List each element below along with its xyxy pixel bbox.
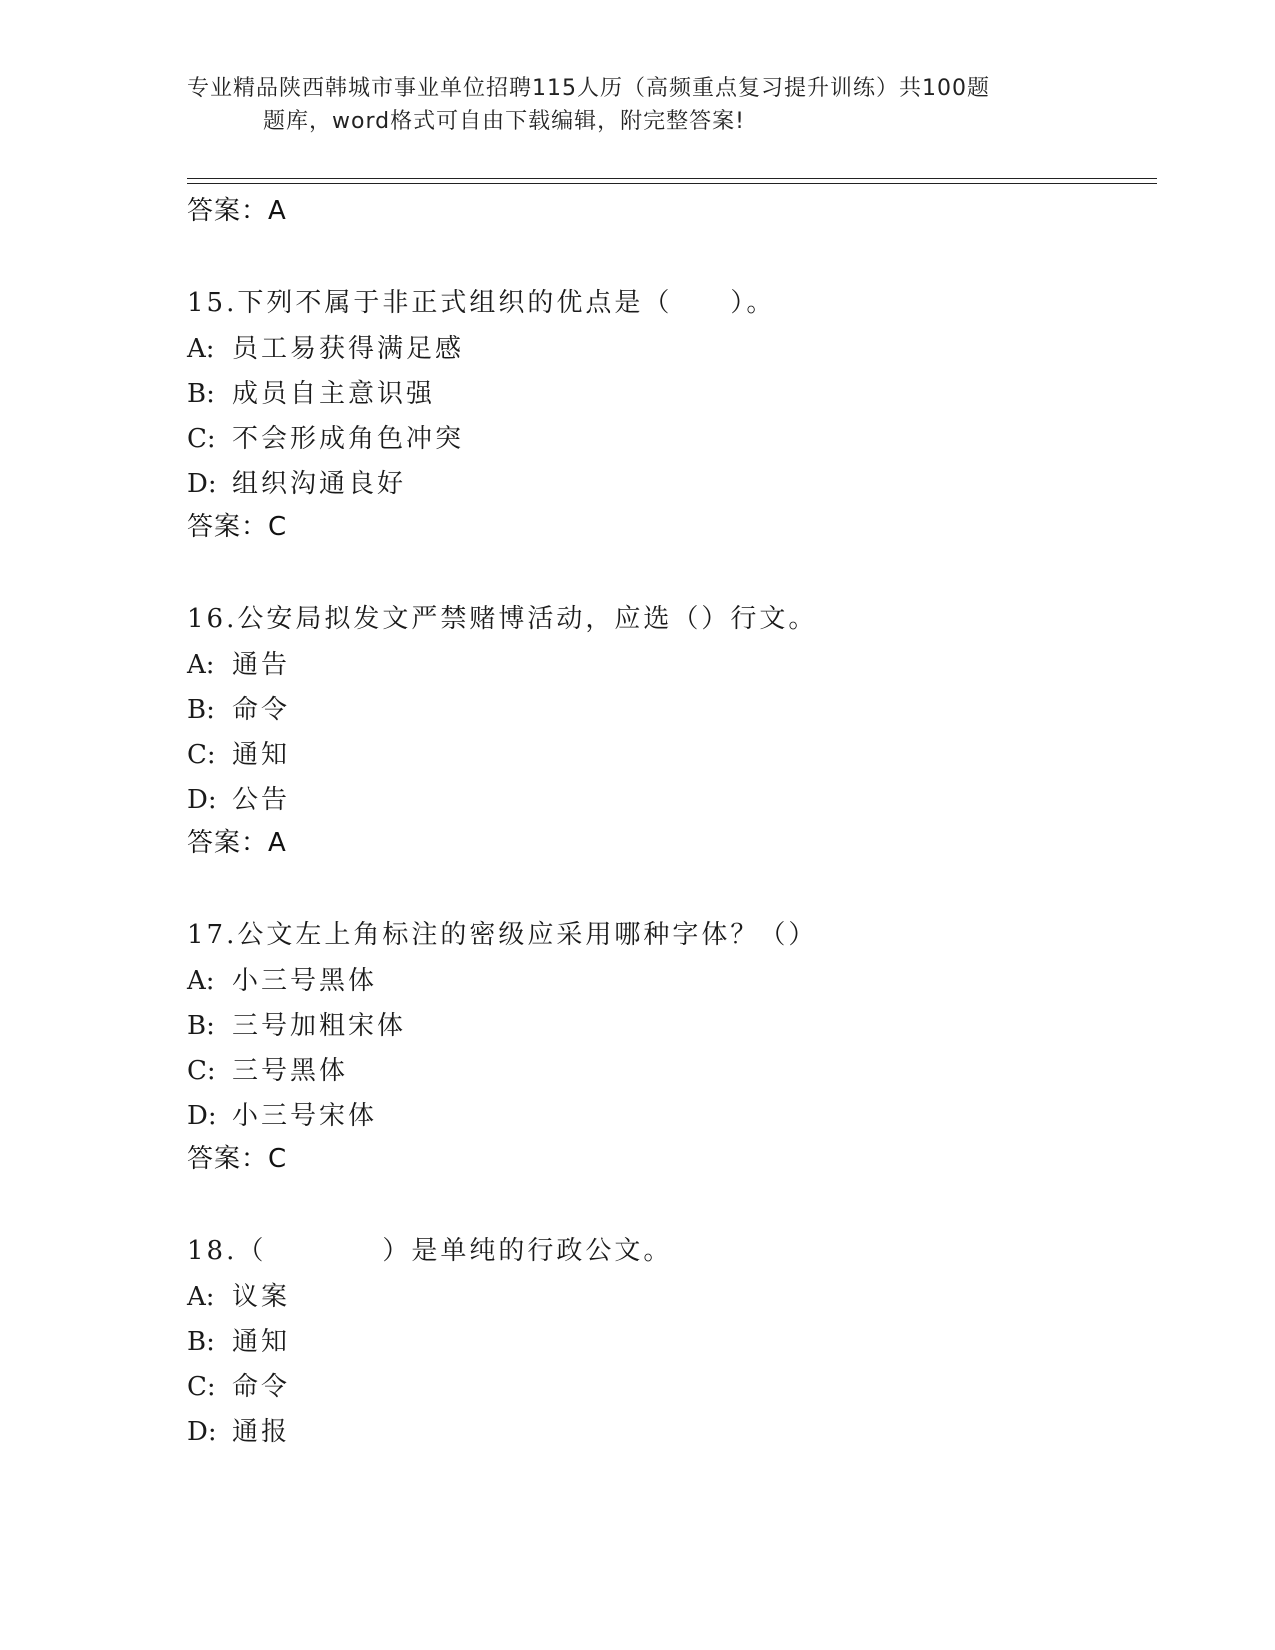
option-label: C: xyxy=(187,424,216,454)
option-label: A: xyxy=(187,334,215,364)
option-label: B: xyxy=(187,1011,215,1041)
option-label: B: xyxy=(187,695,215,725)
option-text: 议案 xyxy=(232,1282,291,1312)
option-label: A: xyxy=(187,966,215,996)
question-block xyxy=(187,281,1157,547)
option-label: A: xyxy=(187,650,215,680)
header-rule-bottom xyxy=(187,183,1157,184)
option-text: 通告 xyxy=(232,650,291,680)
option-text: 三号加粗宋体 xyxy=(232,1011,407,1041)
option-a xyxy=(187,959,1157,1004)
option-a xyxy=(187,1275,1157,1320)
option-a xyxy=(187,643,1157,688)
header-title-line2: 题库，word格式可自由下载编辑，附完整答案! xyxy=(263,109,745,134)
option-c xyxy=(187,733,1157,778)
option-label: C: xyxy=(187,1056,216,1086)
option-c xyxy=(187,417,1157,462)
answer-line: 答案：C xyxy=(187,512,288,542)
answer-line: 答案：A xyxy=(187,196,287,226)
option-text: 成员自主意识强 xyxy=(232,379,436,409)
option-c xyxy=(187,1049,1157,1094)
option-b xyxy=(187,372,1157,417)
option-label: B: xyxy=(187,379,215,409)
question-text: 15.下列不属于非正式组织的优点是（ ）。 xyxy=(187,288,776,318)
option-text: 员工易获得满足感 xyxy=(232,334,465,364)
option-text: 三号黑体 xyxy=(232,1056,349,1086)
question-list xyxy=(187,191,1157,1455)
option-label: D: xyxy=(187,785,217,815)
option-label: C: xyxy=(187,740,216,770)
option-text: 通报 xyxy=(232,1417,291,1447)
option-text: 小三号宋体 xyxy=(232,1101,378,1131)
option-text: 命令 xyxy=(232,695,291,725)
option-a xyxy=(187,327,1157,372)
option-label: B: xyxy=(187,1327,215,1357)
question-text: 17.公文左上角标注的密级应采用哪种字体？（） xyxy=(187,920,818,950)
option-text: 小三号黑体 xyxy=(232,966,378,996)
option-text: 不会形成角色冲突 xyxy=(232,424,465,454)
option-text: 命令 xyxy=(232,1372,291,1402)
option-text: 组织沟通良好 xyxy=(232,469,407,499)
question-text: 16.公安局拟发文严禁赌博活动，应选（）行文。 xyxy=(187,604,818,634)
option-b xyxy=(187,688,1157,733)
option-d xyxy=(187,1410,1157,1455)
option-label: D: xyxy=(187,1417,217,1447)
option-b xyxy=(187,1004,1157,1049)
option-label: C: xyxy=(187,1372,216,1402)
answer-line: 答案：A xyxy=(187,828,287,858)
question-block xyxy=(187,597,1157,863)
option-text: 通知 xyxy=(232,1327,291,1357)
question-text: 18.（ ）是单纯的行政公文。 xyxy=(187,1236,673,1266)
answer-line: 答案：C xyxy=(187,1144,288,1174)
question-block xyxy=(187,1229,1157,1455)
option-label: D: xyxy=(187,1101,217,1131)
option-d xyxy=(187,778,1157,823)
option-d xyxy=(187,462,1157,507)
option-label: D: xyxy=(187,469,217,499)
option-d xyxy=(187,1094,1157,1139)
option-c xyxy=(187,1365,1157,1410)
header-title-line1: 专业精品陕西韩城市事业单位招聘115人历（高频重点复习提升训练）共100题 xyxy=(187,76,990,101)
option-text: 公告 xyxy=(232,785,291,815)
document-header xyxy=(187,72,1067,138)
option-b xyxy=(187,1320,1157,1365)
header-rule-top xyxy=(187,178,1157,179)
option-label: A: xyxy=(187,1282,215,1312)
question-block xyxy=(187,913,1157,1179)
option-text: 通知 xyxy=(232,740,291,770)
